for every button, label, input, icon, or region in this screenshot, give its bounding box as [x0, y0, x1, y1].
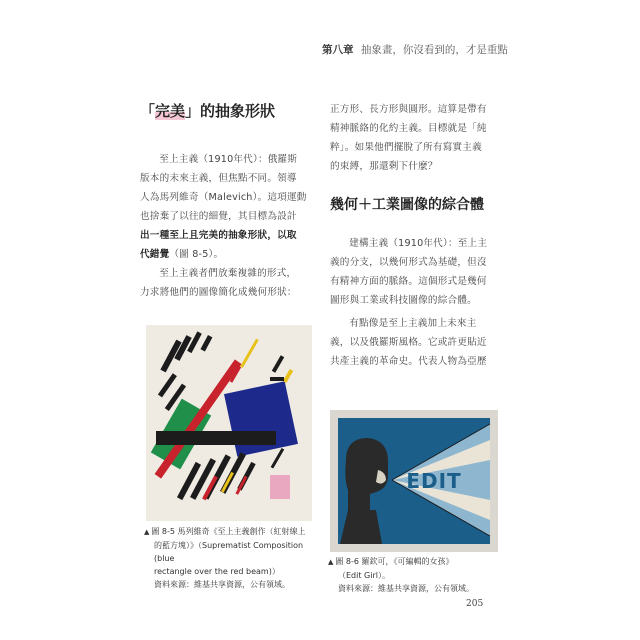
paragraph-futurism [330, 314, 498, 333]
section-heading-geometry-industry: 幾何＋工業圖像的綜合體 [330, 197, 484, 213]
paragraph-constructivism [330, 234, 498, 253]
page-number: 205 [466, 599, 484, 609]
pink-rectangle [270, 475, 290, 499]
chapter-title: 抽象畫，你沒看到的，才是重點 [360, 44, 508, 56]
text-line: 正方形、長方形與圓形。這算是帶有 [330, 104, 487, 115]
text-line: 有點像是至上主義加上未來主 [349, 318, 477, 329]
poster-edit-text: EDIT [406, 469, 462, 493]
text-line: 義，以及俄羅斯風格。它或許更貼近 [330, 337, 487, 348]
section-heading-perfect-shapes [140, 100, 312, 122]
figure-ref: （圖 8-5）。 [169, 249, 224, 260]
figure-caption-8-5 [144, 525, 316, 591]
heading-bracket-open: 「 [140, 102, 156, 120]
text-line: 人為馬列維奇（Malevich）。這項運動 [140, 192, 307, 203]
text-line: 精神脈絡的化約主義。目標就是「純 [330, 123, 487, 134]
black-band [156, 431, 276, 445]
running-head [322, 42, 508, 57]
constructivist-poster [330, 410, 498, 552]
text-line: 力求將他們的圖像簡化成幾何形狀： [140, 287, 297, 298]
caption-source: 資料來源：維基共享資源，公有領域。 [154, 580, 290, 589]
paragraph-simplify [140, 264, 312, 283]
paragraph-simplify-cont [140, 283, 312, 302]
caption-line: （Edit Girl）。 [338, 571, 390, 580]
bold-text: 代錯覺 [140, 249, 170, 260]
caption-line: 的藍方塊）》（Suprematist Composition (blue [154, 541, 304, 563]
text-line: 至上主義（1910年代）：俄羅斯 [159, 154, 298, 165]
caption-line: rectangle over the red beam)） [154, 567, 280, 576]
caption-marker: ▲ [144, 528, 150, 536]
caption-line: 圖 8-6 羅欽可，《可編輯的女孩》 [335, 557, 454, 566]
text-line: 義的分支，以幾何形式為基礎，但沒 [330, 257, 487, 268]
text-line: 有精神方面的脈絡。這個形式是幾何 [330, 276, 487, 287]
text-line: 共產主義的革命史。代表人物為亞歷 [330, 356, 487, 367]
caption-marker: ▲ [328, 558, 334, 566]
paragraph-suprematism [140, 150, 312, 169]
text-line: 的束縛，那還剩下什麼？ [330, 161, 438, 172]
paragraph-suprematism-cont [140, 169, 312, 264]
text-line: 建構主義（1910年代）：至上主 [349, 238, 488, 249]
heading-rest: 」的抽象形狀 [185, 102, 276, 120]
suprematist-painting [146, 325, 312, 521]
text-line: 粹」。如果他們擺脫了所有寫實主義 [330, 142, 482, 153]
paragraph-reductionism [330, 100, 498, 176]
text-line: 版本的未來主義，但焦點不同。領導 [140, 173, 297, 184]
paragraph-futurism-cont [330, 333, 498, 371]
heading-highlight: 完美 [155, 102, 186, 120]
figure-caption-8-6 [328, 555, 500, 595]
bold-text: 出一種至上且完美的抽象形狀，以取 [140, 230, 297, 241]
text-line: 圖形與工業或科技圖像的綜合體。 [330, 295, 477, 306]
right-column [330, 100, 498, 371]
text-line: 至上主義者們放棄複雜的形式， [159, 268, 297, 279]
paragraph-constructivism-cont [330, 253, 498, 310]
caption-line: 圖 8-5 馬列維奇《至上主義創作（紅射線上 [151, 527, 306, 536]
figure-edit-girl-poster [330, 410, 498, 552]
chapter-label: 第八章 [322, 44, 354, 56]
caption-source: 資料來源：維基共享資源，公有領域。 [338, 584, 474, 593]
left-column [140, 100, 312, 302]
blue-rectangle [224, 381, 298, 456]
figure-suprematist-composition [146, 325, 312, 521]
text-line: 也捨棄了以往的細覺，其目標為設計 [140, 211, 297, 222]
